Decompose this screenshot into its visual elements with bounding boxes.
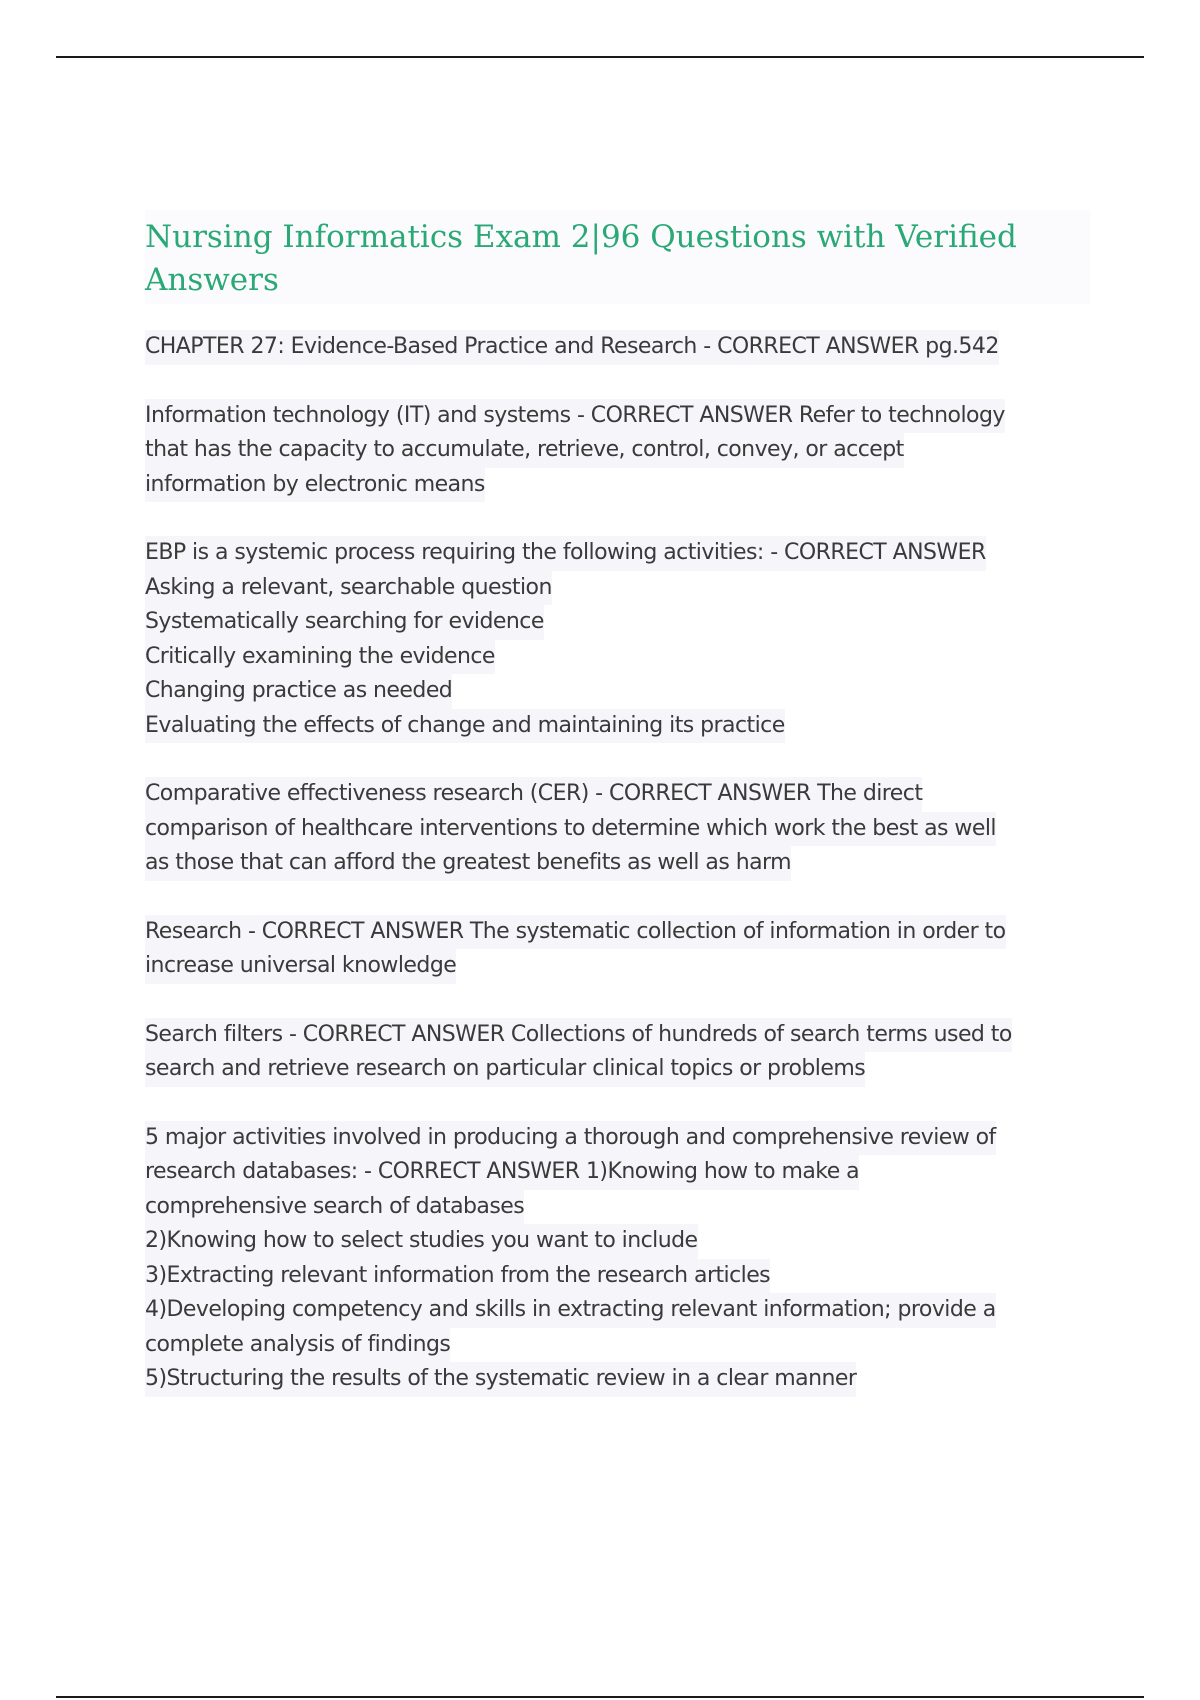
entry-line: Comparative effectiveness research (CER) - CORRECT ANSWER The direct <box>145 777 922 812</box>
footer-rule <box>56 1696 1144 1698</box>
entry-line: comprehensive search of databases <box>145 1190 524 1225</box>
qa-entry <box>145 1018 1090 1087</box>
qa-entry <box>145 536 1090 743</box>
header-rule <box>56 56 1144 58</box>
entry-line: complete analysis of findings <box>145 1328 450 1363</box>
entry-line: Search filters - CORRECT ANSWER Collections of hundreds of search terms used to <box>145 1018 1012 1053</box>
entry-line: 2)Knowing how to select studies you want to include <box>145 1224 698 1259</box>
entry-line: 3)Extracting relevant information from the research articles <box>145 1259 770 1294</box>
qa-entry <box>145 915 1090 984</box>
entry-line: search and retrieve research on particular clinical topics or problems <box>145 1052 865 1087</box>
entry-line: 4)Developing competency and skills in extracting relevant information; provide a <box>145 1293 996 1328</box>
entry-line: Changing practice as needed <box>145 674 452 709</box>
entry-line: that has the capacity to accumulate, retrieve, control, convey, or accept <box>145 433 904 468</box>
entry-line: Evaluating the effects of change and maintaining its practice <box>145 709 785 744</box>
entry-line: EBP is a systemic process requiring the following activities: - CORRECT ANSWER <box>145 536 986 571</box>
document-body <box>145 210 1090 1431</box>
entry-line: Systematically searching for evidence <box>145 605 544 640</box>
entry-line: information by electronic means <box>145 468 485 503</box>
qa-entry <box>145 1121 1090 1397</box>
entry-line: 5 major activities involved in producing a thorough and comprehensive review of <box>145 1121 996 1156</box>
qa-entry <box>145 399 1090 503</box>
entry-line: Research - CORRECT ANSWER The systematic collection of information in order to <box>145 915 1006 950</box>
entry-line: comparison of healthcare interventions to determine which work the best as well <box>145 812 996 847</box>
qa-entry <box>145 330 1090 365</box>
document-title: Nursing Informatics Exam 2|96 Questions with Verified Answers <box>145 210 1090 304</box>
entry-line: increase universal knowledge <box>145 949 456 984</box>
entry-line: as those that can afford the greatest benefits as well as harm <box>145 846 791 881</box>
qa-entry <box>145 777 1090 881</box>
entry-line: CHAPTER 27: Evidence-Based Practice and Research - CORRECT ANSWER pg.542 <box>145 330 999 365</box>
entry-line: Information technology (IT) and systems - CORRECT ANSWER Refer to technology <box>145 399 1005 434</box>
entry-line: Critically examining the evidence <box>145 640 495 675</box>
entry-line: 5)Structuring the results of the systematic review in a clear manner <box>145 1362 856 1397</box>
entry-line: Asking a relevant, searchable question <box>145 571 552 606</box>
entry-line: research databases: - CORRECT ANSWER 1)Knowing how to make a <box>145 1155 859 1190</box>
